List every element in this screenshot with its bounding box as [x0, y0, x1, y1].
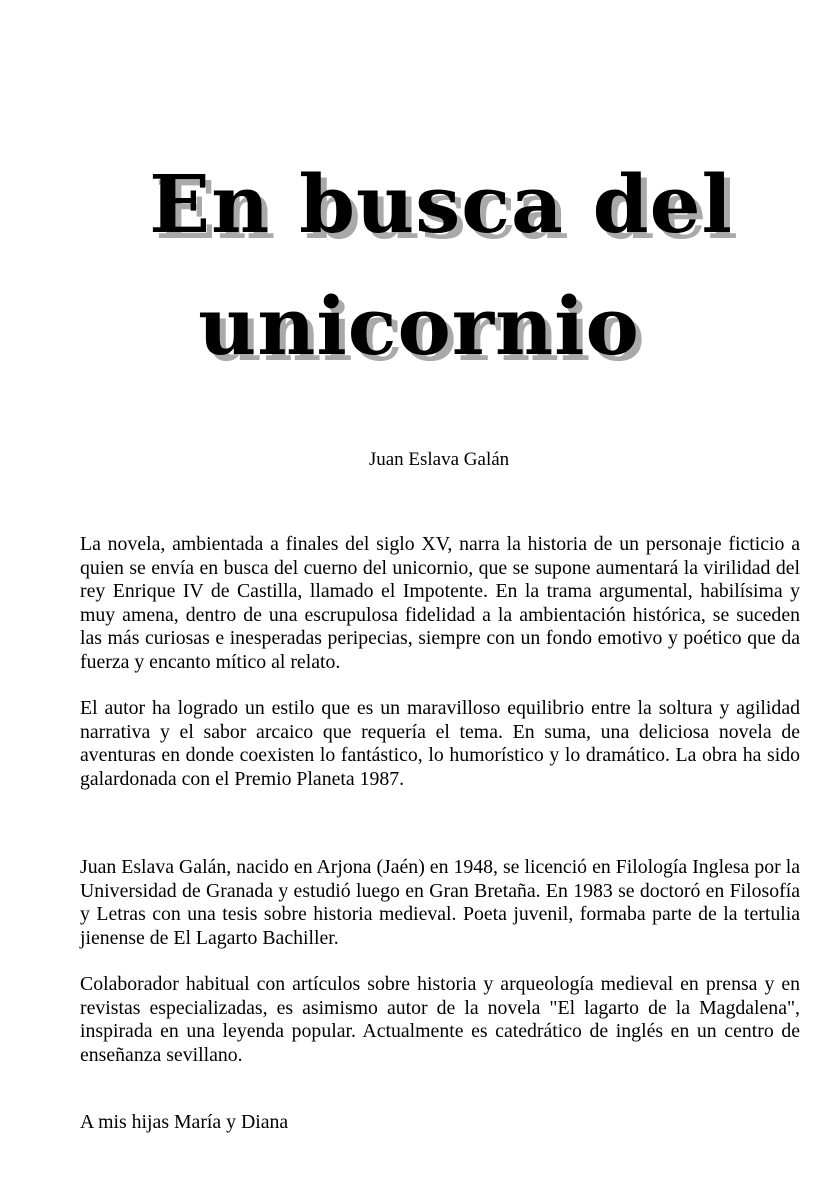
- book-title-line-2: unicornio: [198, 279, 640, 373]
- dedication: A mis hijas María y Diana: [80, 1111, 289, 1133]
- biography-paragraph-1: Juan Eslava Galán, nacido en Arjona (Jaén) en 1948, se licenció en Filología Inglesa por la Universidad de Granada y estudió luego en Gran Bretaña. En 1983 se doctoró en Filosofía y Letras con una tesis sobre historia medieval. Poeta juvenil, formaba parte de la tertulia jienense de El Lagarto Bachiller.: [80, 856, 800, 949]
- synopsis-paragraph-2: El autor ha logrado un estilo que es un maravilloso equilibrio entre la soltura y agilidad narrativa y el sabor arcaico que requería el tema. En suma, una deliciosa novela de aventuras en donde coexisten lo fantástico, lo humorístico y lo dramático. La obra ha sido galardonada con el Premio Planeta 1987.: [80, 697, 800, 790]
- synopsis-paragraph-1: La novela, ambientada a finales del siglo XV, narra la historia de un personaje ficticio a quien se envía en busca del cuerno del unicornio, que se supone aumentará la virilidad del rey Enrique IV de Castilla, llamado el Impotente. En la trama argumental, habilísima y muy amena, dentro de una escrupulosa fidelidad a la ambientación histórica, se suceden las más curiosas e inesperadas peripecias, siempre con un fondo emotivo y poético que da fuerza y encanto mítico al relato.: [80, 533, 800, 673]
- author-name: Juan Eslava Galán: [368, 449, 510, 470]
- book-title-line-1: En busca del: [149, 157, 733, 251]
- biography-paragraph-2: Colaborador habitual con artículos sobre historia y arqueología medieval en prensa y en revistas especializadas, es asimismo autor de la novela "El lagarto de la Magdalena", inspirada en una leyenda popular. Actualmente es catedrático de inglés en un centro de enseñanza sevillano.: [80, 973, 800, 1066]
